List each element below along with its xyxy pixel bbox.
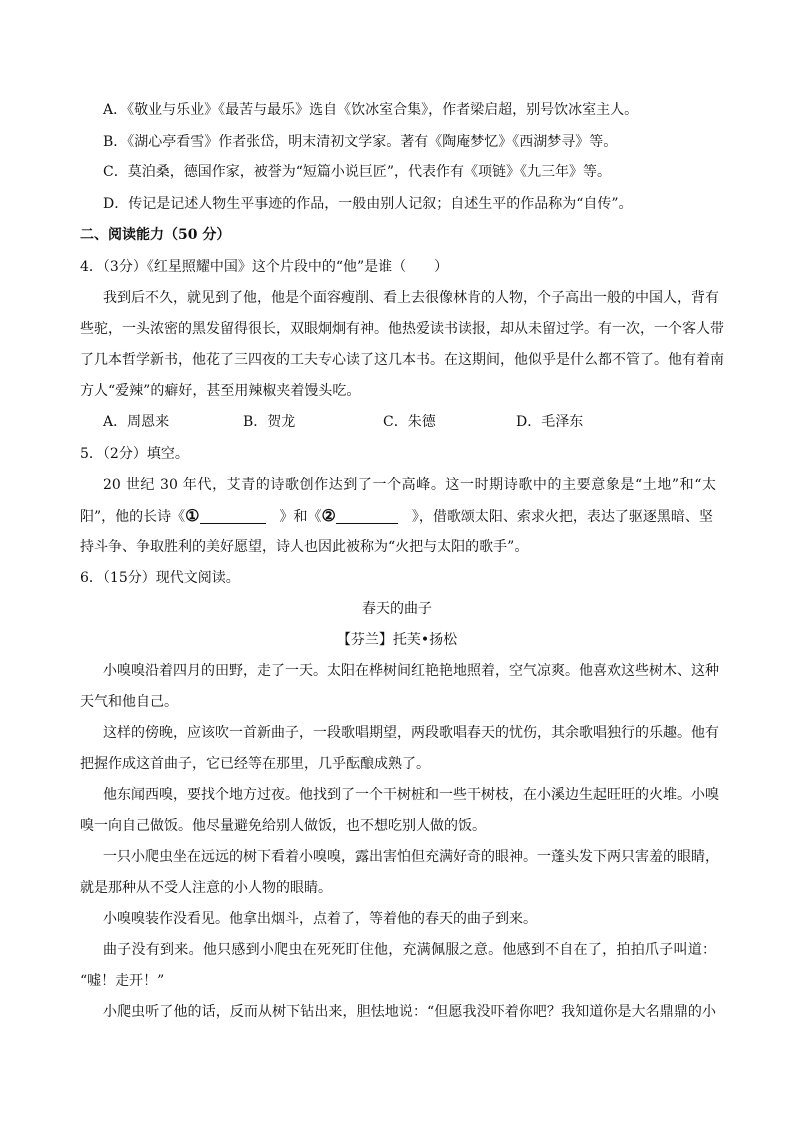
story-title: 春天的曲子 xyxy=(362,601,432,617)
q4-option-a: A．周恩来 xyxy=(103,414,170,430)
q5-text-line: 持斗争、争取胜利的美好愿望，诗人也因此被称为“火把与太阳的歌手”。 xyxy=(80,539,529,555)
story-paragraph-line: 小嗅嗅沿着四月的田野，走了一天。太阳在桦树间红艳艳地照着，空气凉爽。他喜欢这些树木、这种 xyxy=(103,663,719,679)
option-a: A．《敬业与乐业》《最苦与最乐》选自《饮冰室合集》，作者梁启超，别号饮冰室主人。 xyxy=(103,102,639,118)
story-paragraph-line: 曲子没有到来。他只感到小爬虫在死死盯住他，充满佩服之意。他感到不自在了，拍拍爪子叫道： xyxy=(103,942,716,958)
story-paragraph-line: 这样的傍晚，应该吹一首新曲子，一段歌唱期望，两段歌唱春天的忧伤，其余歌唱独行的乐趣。他有 xyxy=(103,725,719,741)
q4-option-b: B．贺龙 xyxy=(243,414,296,430)
q4-passage-line: 了几本哲学新书，他花了三四夜的工夫专心读了这几本书。在这期间，他似乎是什么都不管了。他有着南 xyxy=(80,352,724,368)
q5-text: 》和《 xyxy=(279,509,322,525)
answer-blank-1[interactable] xyxy=(200,507,266,524)
option-b: B．《湖心亭看雪》作者张岱，明末清初文学家。著有《陶庵梦忆》《西湖梦寻》等。 xyxy=(103,134,618,150)
q4-passage-line: 方人“爱辣”的癖好，甚至用辣椒夹着馒头吃。 xyxy=(80,383,361,399)
q4-options xyxy=(103,407,716,437)
q5-stem: 5．（2分）填空。 xyxy=(80,446,189,462)
story-paragraph-line: 一只小爬虫坐在远远的树下看着小嗅嗅，露出害怕但充满好奇的眼神。一蓬头发下两只害羞的眼睛， xyxy=(103,849,719,865)
story-paragraph-line: 嗅一向自己做饭。他尽量避免给别人做饭，也不想吃别人做的饭。 xyxy=(80,818,486,834)
q5-text-line: 20 世纪 30 年代，艾青的诗歌创作达到了一个高峰。这一时期诗歌中的主要意象是“土地”和“太 xyxy=(103,477,716,493)
story-paragraph-line: 天气和他自己。 xyxy=(80,694,178,710)
option-d: D．传记是记述人物生平事迹的作品，一般由别人记叙；自述生平的作品称为“自传”。 xyxy=(103,196,633,212)
q5-text: 》，借歌颂太阳、索求火把，表达了驱逐黑暗、坚 xyxy=(411,509,713,525)
q4-stem: 4．（3分）《红星照耀中国》这个片段中的“他”是谁（ ） xyxy=(80,259,449,275)
q4-option-d: D．毛泽东 xyxy=(516,414,584,430)
q4-passage-line: 些驼，一头浓密的黑发留得很长，双眼炯炯有神。他热爱读书读报，却从未留过学。有一次，一个客人带 xyxy=(80,321,724,337)
story-paragraph-line: 他东闻西嗅，要找个地方过夜。他找到了一个干树桩和一些干树枝，在小溪边生起旺旺的火堆。小嗅 xyxy=(103,787,719,803)
story-paragraph-line: 小嗅嗅装作没看见。他拿出烟斗，点着了，等着他的春天的曲子到来。 xyxy=(103,911,537,927)
story-author: 【芬兰】托芙•扬松 xyxy=(336,632,458,648)
story-paragraph-line: 把握作成这首曲子，它已经等在那里，几乎酝酿成熟了。 xyxy=(80,756,430,772)
q5-text: 阳”，他的长诗《 xyxy=(80,509,186,525)
story-paragraph-line: 就是那种从不受人注意的小人物的眼睛。 xyxy=(80,880,332,896)
q4-option-c: C．朱德 xyxy=(383,414,436,430)
option-c: C．莫泊桑，德国作家，被誉为“短篇小说巨匠”，代表作有《项链》《九三年》等。 xyxy=(103,164,612,180)
story-paragraph-line: “嘘！走开！” xyxy=(80,973,165,989)
section-heading: 二、阅读能力（50 分） xyxy=(80,227,231,243)
story-paragraph-line: 小爬虫听了他的话，反而从树下钻出来，胆怯地说：“但愿我没吓着你吧？我知道你是大名鼎鼎的小 xyxy=(103,1004,716,1020)
blank-marker-2: ② xyxy=(321,506,336,525)
blank-marker-1: ① xyxy=(185,506,200,525)
q4-passage-line: 我到后不久，就见到了他，他是个面容瘦削、看上去很像林肯的人物，个子高出一般的中国人，背有 xyxy=(103,290,719,306)
answer-blank-2[interactable] xyxy=(336,507,398,524)
q6-stem: 6．（15分）现代文阅读。 xyxy=(80,570,240,586)
q5-fill-line xyxy=(80,501,716,532)
